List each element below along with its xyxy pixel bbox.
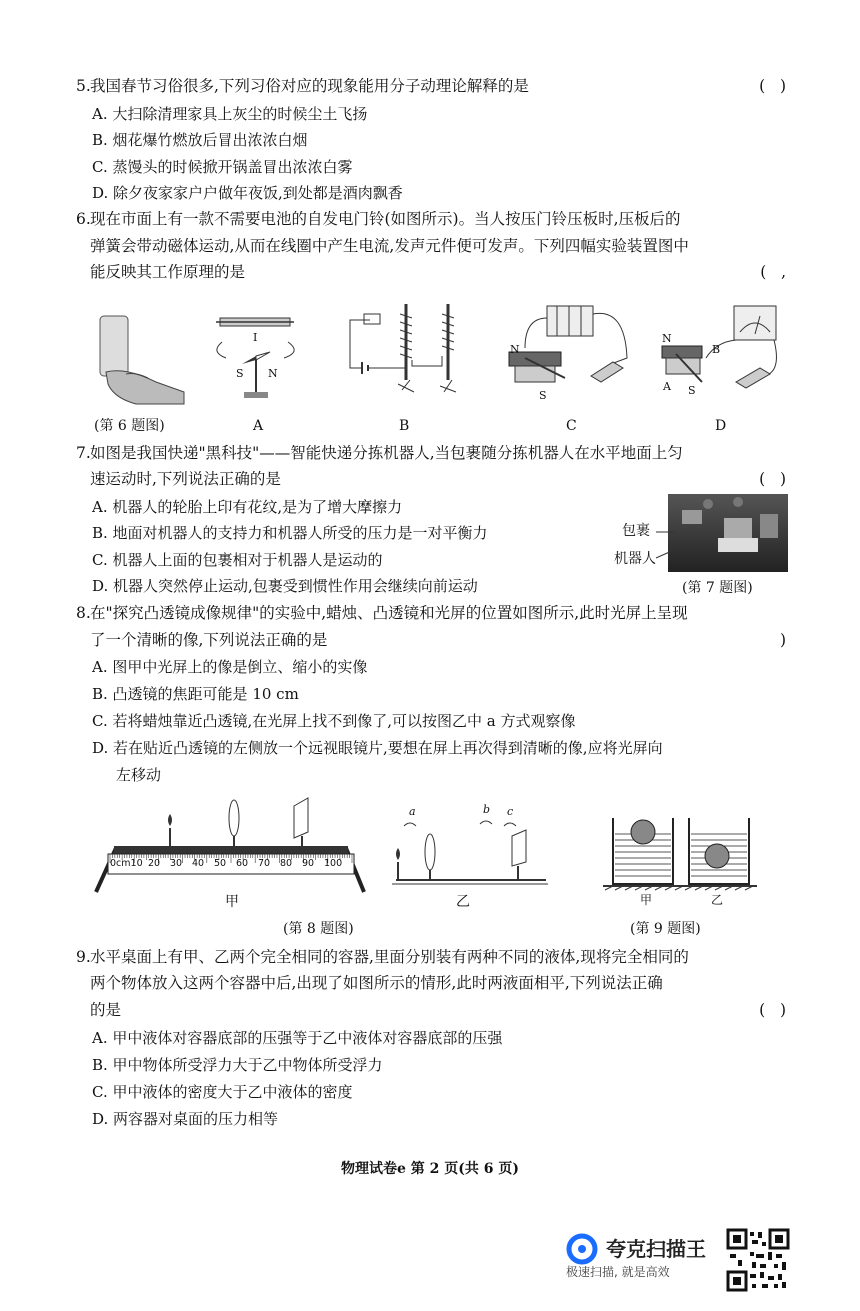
ruler-label-0: 0cm10 [110,858,143,869]
q6-number: 6. [76,210,91,228]
q7-option-b: B. 地面对机器人的支持力和机器人所受的压力是一对平衡力 [92,524,488,542]
q6-fig-label-b: B [399,418,410,434]
q5-stem: 我国春节习俗很多,下列习俗对应的现象能用分子动理论解释的是 [90,77,529,95]
q8-stem-line2: 了一个清晰的像,下列说法正确的是 [90,631,328,649]
q7-pointer-lines [656,530,676,560]
brand-name: 夸克扫描王 [606,1237,706,1261]
ruler-label-20: 20 [148,858,161,869]
q8-number: 8. [76,604,91,622]
q6a-current-label: I [253,331,258,344]
q6-fig-label-a: A [253,418,264,434]
q7-package-label: 包裹 [622,523,650,539]
q7-option-a: A. 机器人的轮胎上印有花纹,是为了增大摩擦力 [92,498,403,516]
q8-eye-c-label: c [507,805,514,818]
q8-fig-yi-label: 乙 [456,894,470,910]
sorting-robot-photo [668,494,788,572]
q7-stem-line2: 速运动时,下列说法正确的是 [90,470,281,488]
q8-option-d: D. 若在贴近凸透镜的左侧放一个远视眼镜片,要想在屏上再次得到清晰的像,应将光屏向 [92,739,663,757]
ruler-label-60: 60 [236,858,249,869]
q8-stem-line1: 在"探究凸透镜成像规律"的实验中,蜡烛、凸透镜和光屏的位置如图所示,此时光屏上呈现 [90,604,688,622]
ruler-label-70: 70 [258,858,271,869]
q6d-a-label: A [663,380,671,393]
oersted-experiment-figure [212,312,302,407]
q9-stem-line2: 两个物体放入这两个容器中后,出现了如图所示的情形,此时两液面相平,下列说法正确 [90,974,663,992]
q8-eye-b-label: b [483,803,491,816]
q8-fig-caption: (第 8 题图) [283,921,354,937]
q7-fig-caption: (第 7 题图) [682,580,753,596]
q7-number: 7. [76,444,91,462]
q6c-s-label: S [539,389,547,402]
two-containers-figure [603,814,757,892]
q9-fig-jia-label: 甲 [640,893,653,907]
eye-observation-figure [388,803,548,890]
q6d-b-label: B [712,343,721,356]
q6a-n-label: N [268,367,278,380]
q5-option-d: D. 除夕夜家家户户做年夜饭,到处都是酒肉飘香 [92,184,403,202]
q8-fig-jia-label: 甲 [225,894,239,910]
ruler-label-40: 40 [192,858,205,869]
ruler-label-50: 50 [214,858,227,869]
q5-number: 5. [76,77,91,95]
ruler-tick-labels [110,858,360,874]
q9-option-a: A. 甲中液体对容器底部的压强等于乙中液体对容器底部的压强 [92,1029,503,1047]
ruler-label-100: 100 [324,858,343,869]
q6-fig-label-d: D [715,418,727,434]
q6-stem-line1: 现在市面上有一款不需要电池的自发电门铃(如图所示)。当人按压门铃压板时,压板后的 [90,210,681,228]
qr-code-icon[interactable] [726,1228,790,1292]
q8-answer-paren: ) [779,631,786,649]
q6a-s-label: S [236,367,244,380]
q6c-n-label: N [510,343,520,356]
q9-fig-caption: (第 9 题图) [630,921,701,937]
doorbell-hand-figure [96,312,186,407]
q9-stem-line3: 的是 [90,1001,122,1019]
q9-option-c: C. 甲中液体的密度大于乙中液体的密度 [92,1083,353,1101]
q6-fig-caption: (第 6 题图) [94,418,165,434]
q7-stem-line1: 如图是我国快递"黑科技"——智能快递分拣机器人,当包裹随分拣机器人在水平地面上匀 [90,444,683,462]
q5-option-c: C. 蒸馒头的时候掀开锅盖冒出浓浓白雾 [92,158,353,176]
q8-option-d-cont: 左移动 [116,766,162,784]
ruler-label-80: 80 [280,858,293,869]
q8-option-c: C. 若将蜡烛靠近凸透镜,在光屏上找不到像了,可以按图乙中 a 方式观察像 [92,712,576,730]
q7-option-d: D. 机器人突然停止运动,包裹受到惯性作用会继续向前运动 [92,577,478,595]
electromagnet-experiment-figure [340,300,470,400]
q5-answer-paren: ( ) [759,77,786,95]
q8-eye-a-label: a [409,805,416,818]
q9-stem-line1: 水平桌面上有甲、乙两个完全相同的容器,里面分别装有两种不同的液体,现将完全相同的 [90,948,689,966]
q9-number: 9. [76,948,91,966]
q9-option-b: B. 甲中物体所受浮力大于乙中物体所受浮力 [92,1056,383,1074]
q6d-s-label: S [688,384,696,397]
quark-logo-icon [566,1233,598,1265]
page-footer: 物理试卷e 第 2 页(共 6 页) [340,1161,519,1177]
q7-answer-paren: ( ) [759,470,786,488]
q9-fig-yi-label: 乙 [711,893,724,907]
q5-option-a: A. 大扫除清理家具上灰尘的时候尘土飞扬 [92,105,368,123]
q7-option-c: C. 机器人上面的包裹相对于机器人是运动的 [92,551,383,569]
q9-answer-paren: ( ) [759,1001,786,1019]
ruler-label-30: 30 [170,858,183,869]
q9-option-d: D. 两容器对桌面的压力相等 [92,1110,279,1128]
optical-bench-figure [96,796,366,896]
q6-fig-label-c: C [566,418,577,434]
q7-robot-label: 机器人 [614,551,656,567]
brand-slogan: 极速扫描, 就是高效 [566,1265,670,1279]
motor-experiment-figure [505,298,635,402]
q6d-n-label: N [662,332,672,345]
q8-option-a: A. 图甲中光屏上的像是倒立、缩小的实像 [92,658,368,676]
q8-option-b: B. 凸透镜的焦距可能是 10 cm [92,685,299,703]
generator-experiment-figure [656,302,786,402]
q6-stem-line2: 弹簧会带动磁体运动,从而在线圈中产生电流,发声元件便可发声。下列四幅实验装置图中 [90,237,689,255]
q6-stem-line3: 能反映其工作原理的是 [90,263,246,281]
q5-option-b: B. 烟花爆竹燃放后冒出浓浓白烟 [92,131,308,149]
ruler-label-90: 90 [302,858,315,869]
q6-answer-paren: ( , [760,263,786,281]
